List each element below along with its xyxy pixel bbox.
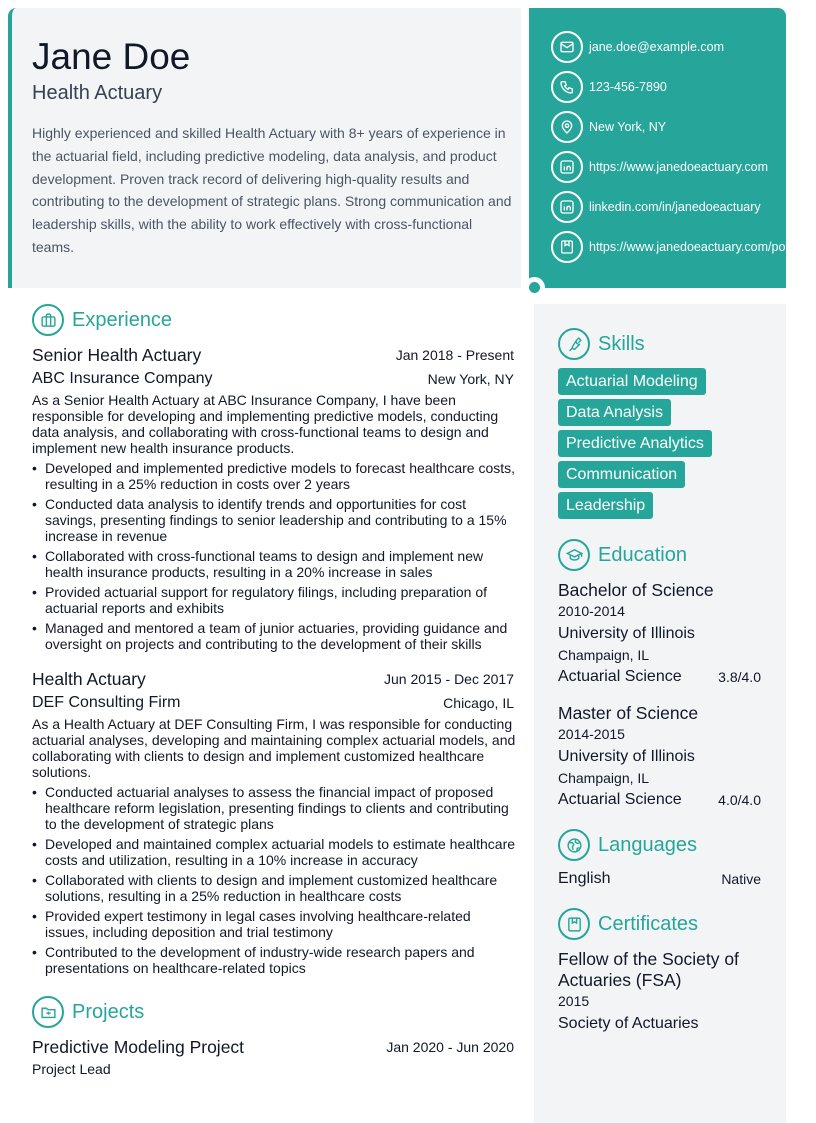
header-summary-panel bbox=[8, 8, 521, 288]
skills-section-header bbox=[558, 328, 645, 360]
job-location: Chicago, IL bbox=[443, 695, 514, 711]
contact-portfolio[interactable] bbox=[551, 230, 816, 264]
education-years: 2010-2014 bbox=[558, 603, 625, 619]
certificate-name: Fellow of the Society of Actuaries (FSA) bbox=[558, 949, 739, 990]
linkedin-icon bbox=[551, 191, 583, 223]
graduation-cap-icon bbox=[558, 539, 590, 571]
job-bullets bbox=[32, 784, 516, 980]
list-item: • Collaborated with clients to design and implement customized healthcare solutions, resulting in a 25% reduction in healthcare costs bbox=[32, 872, 516, 904]
section-title: Skills bbox=[598, 332, 645, 355]
degree-title: Bachelor of Science bbox=[558, 580, 714, 600]
portfolio-link: https://www.janedoeactuary.com/portfolio bbox=[589, 240, 816, 254]
skill-tag: Leadership bbox=[558, 492, 653, 519]
project-date: Jan 2020 - Jun 2020 bbox=[386, 1039, 514, 1055]
candidate-title: Health Actuary bbox=[32, 82, 163, 104]
certificates-section-header bbox=[558, 908, 698, 940]
skill-tag: Actuarial Modeling bbox=[558, 368, 706, 395]
phone-icon bbox=[551, 71, 583, 103]
job-description: As a Health Actuary at DEF Consulting Firm, I was responsible for conducting actuarial analyses, developing and maintaining complex actuarial models, and collaborating with clients to design and implement customized healthcare solutions. bbox=[32, 716, 516, 780]
email-text: jane.doe@example.com bbox=[589, 40, 724, 54]
wrench-icon bbox=[558, 328, 590, 360]
skill-tag: Communication bbox=[558, 461, 685, 488]
contact-location bbox=[551, 110, 666, 144]
experience-section-header bbox=[32, 304, 172, 336]
job-description: As a Senior Health Actuary at ABC Insurance Company, I have been responsible for developing and implementing predictive models, conducting data analysis, and collaborating with cross-functional teams to design and implement new health insurance products. bbox=[32, 392, 499, 456]
school-location: Champaign, IL bbox=[558, 770, 650, 786]
degree-title: Master of Science bbox=[558, 703, 699, 723]
list-item: • Collaborated with cross-functional teams to design and implement new health insurance products, resulting in a 20% increase in sales bbox=[32, 548, 516, 580]
field-of-study: Actuarial Science bbox=[558, 668, 682, 685]
candidate-name: Jane Doe bbox=[32, 36, 191, 77]
gpa: 4.0/4.0 bbox=[718, 792, 761, 808]
contact-phone[interactable] bbox=[551, 70, 667, 104]
email-icon bbox=[551, 31, 583, 63]
job-date: Jan 2018 - Present bbox=[395, 347, 514, 363]
job-bullets bbox=[32, 460, 516, 656]
language-name: English bbox=[558, 870, 611, 887]
education-section-header bbox=[558, 539, 687, 571]
field-of-study: Actuarial Science bbox=[558, 791, 682, 808]
job-title: Senior Health Actuary bbox=[32, 345, 202, 365]
list-item: • Provided expert testimony in legal cases involving healthcare-related issues, including deposition and trial testimony bbox=[32, 908, 516, 940]
school-location: Champaign, IL bbox=[558, 647, 650, 663]
languages-section-header bbox=[558, 829, 697, 861]
contact-email[interactable] bbox=[551, 30, 724, 64]
company-name: DEF Consulting Firm bbox=[32, 694, 181, 711]
school-name: University of Illinois bbox=[558, 748, 695, 765]
school-name: University of Illinois bbox=[558, 625, 695, 642]
section-title: Certificates bbox=[598, 912, 699, 935]
project-title: Predictive Modeling Project bbox=[32, 1037, 245, 1057]
skill-tag: Data Analysis bbox=[558, 399, 671, 426]
projects-section-header bbox=[32, 996, 144, 1028]
website-link: https://www.janedoeactuary.com bbox=[589, 160, 769, 174]
project-role: Project Lead bbox=[32, 1061, 111, 1077]
map-pin-icon bbox=[551, 111, 583, 143]
section-title: Experience bbox=[72, 308, 173, 331]
certificate-issuer: Society of Actuaries bbox=[558, 1015, 699, 1032]
contact-panel bbox=[529, 8, 816, 288]
list-item: • Conducted data analysis to identify trends and opportunities for cost savings, presenting findings to senior leadership and contributing to a 15% increase in revenue bbox=[32, 496, 516, 544]
linkedin-link: linkedin.com/in/janedoeactuary bbox=[589, 200, 761, 214]
certificate-year: 2015 bbox=[558, 993, 590, 1009]
gpa: 3.8/4.0 bbox=[718, 669, 761, 685]
contact-website[interactable] bbox=[551, 150, 768, 184]
globe-icon bbox=[558, 829, 590, 861]
list-item: • Provided actuarial support for regulatory filings, including preparation of actuarial reports and exhibits bbox=[32, 584, 516, 616]
list-item: • Developed and maintained complex actuarial models to estimate healthcare costs and utilization, resulting in a 10% increase in accuracy bbox=[32, 836, 516, 868]
phone-text: 123-456-7890 bbox=[589, 80, 667, 94]
skill-tag: Predictive Analytics bbox=[558, 430, 712, 457]
briefcase-icon bbox=[32, 304, 64, 336]
section-title: Languages bbox=[598, 833, 697, 856]
list-item: • Contributed to the development of industry-wide research papers and presentations on healthcare-related topics bbox=[32, 944, 516, 976]
certificate-icon bbox=[558, 908, 590, 940]
portfolio-icon bbox=[551, 231, 583, 263]
list-item: • Conducted actuarial analyses to assess the financial impact of proposed healthcare reform legislation, presenting findings to clients and contributing to the development of strategic plans bbox=[32, 784, 516, 832]
divider-dot-inner bbox=[529, 282, 540, 293]
list-item: • Developed and implemented predictive models to forecast healthcare costs, resulting in a 25% reduction in costs over 2 years bbox=[32, 460, 516, 492]
job-location: New York, NY bbox=[427, 371, 514, 387]
section-title: Projects bbox=[72, 1000, 145, 1023]
linkedin-icon bbox=[551, 151, 583, 183]
location-text: New York, NY bbox=[589, 120, 667, 134]
summary-text: Highly experienced and skilled Health Actuary with 8+ years of experience in the actuarial field, including predictive modeling, data analysis, and product development. Proven track record of delivering high-quality results and contributing to the development of strategic plans. Strong communication and leadership skills, with the ability to work effectively with cross-functional teams. bbox=[32, 125, 512, 255]
section-title: Education bbox=[598, 543, 687, 566]
job-title: Health Actuary bbox=[32, 669, 146, 689]
job-date: Jun 2015 - Dec 2017 bbox=[384, 671, 514, 687]
company-name: ABC Insurance Company bbox=[32, 370, 213, 387]
contact-linkedin[interactable] bbox=[551, 190, 761, 224]
list-item: • Managed and mentored a team of junior actuaries, providing guidance and oversight on projects and contributing to the development of their skills bbox=[32, 620, 516, 652]
project-icon bbox=[32, 996, 64, 1028]
education-years: 2014-2015 bbox=[558, 726, 625, 742]
language-level: Native bbox=[721, 871, 761, 887]
